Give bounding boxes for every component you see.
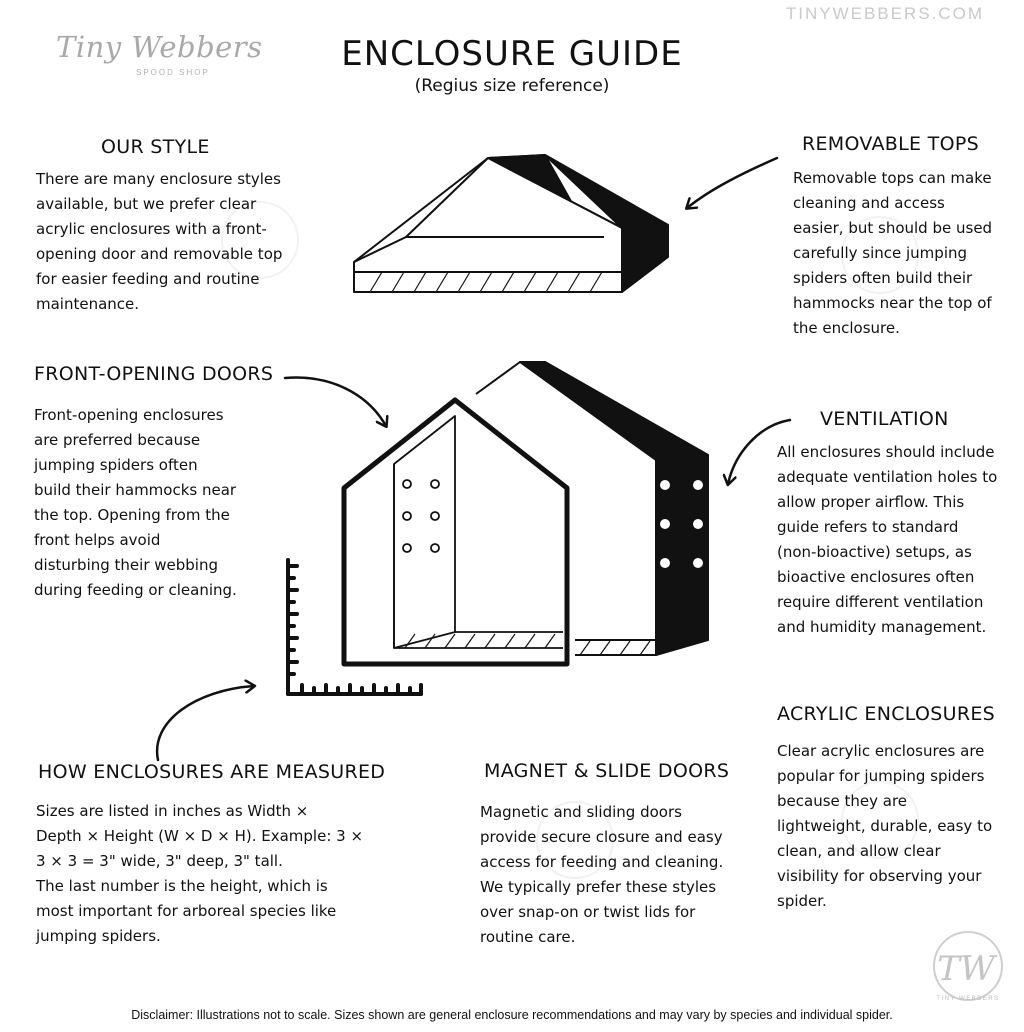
text-line: most important for arboreal species like — [36, 902, 337, 920]
front-opening-heading: FRONT-OPENING DOORS — [34, 363, 274, 385]
text-line: opening door and removable top — [36, 245, 283, 263]
removable-tops-heading: REMOVABLE TOPS — [802, 133, 979, 155]
text-line: guide refers to standard — [777, 518, 959, 536]
magnet-heading: MAGNET & SLIDE DOORS — [484, 760, 730, 782]
our-style-heading: OUR STYLE — [101, 136, 210, 158]
seal-text: TINY WEBBERS — [936, 996, 1000, 1002]
text-line: adequate ventilation holes to — [777, 468, 998, 486]
arrow-removable-tops — [687, 158, 777, 208]
text-line: routine care. — [480, 928, 576, 946]
text-line: front helps avoid — [34, 531, 161, 549]
text-line: Front-opening enclosures — [34, 406, 224, 424]
text-line: the top. Opening from the — [34, 506, 230, 524]
measured-heading: HOW ENCLOSURES ARE MEASURED — [38, 761, 386, 783]
text-line: cleaning and access — [793, 194, 945, 212]
text-line: Magnetic and sliding doors — [480, 803, 682, 821]
acrylic-heading: ACRYLIC ENCLOSURES — [777, 703, 995, 725]
text-line: during feeding or cleaning. — [34, 581, 237, 599]
text-line: are preferred because — [34, 431, 201, 449]
page-title: ENCLOSURE GUIDE — [341, 34, 683, 74]
text-line: access for feeding and cleaning. — [480, 853, 724, 871]
text-line: maintenance. — [36, 295, 140, 313]
text-line: spider. — [777, 892, 827, 910]
text-line: There are many enclosure styles — [36, 170, 281, 188]
removable-tops-text — [793, 166, 1018, 341]
text-line: acrylic enclosures with a front- — [36, 220, 267, 238]
text-line: the enclosure. — [793, 319, 900, 337]
text-line: popular for jumping spiders — [777, 767, 985, 785]
arrow-front-door — [285, 377, 386, 426]
text-line: Sizes are listed in inches as Width × — [36, 802, 309, 820]
text-line: clean, and allow clear — [777, 842, 941, 860]
site-url[interactable]: TINYWEBBERS.COM — [785, 4, 984, 23]
text-line: available, but we prefer clear — [36, 195, 257, 213]
text-line: hammocks near the top of — [793, 294, 992, 312]
text-line: We typically prefer these styles — [480, 878, 717, 896]
ventilation-text — [777, 440, 1021, 640]
text-line: Depth × Height (W × D × H). Example: 3 × — [36, 827, 364, 845]
removable-top-illustration — [354, 155, 668, 292]
magnet-text — [480, 800, 752, 950]
text-line: carefully since jumping — [793, 244, 968, 262]
arrow-measured — [157, 686, 254, 760]
front-opening-text — [34, 403, 284, 603]
measured-text — [36, 799, 376, 949]
text-line: All enclosures should include — [777, 443, 995, 461]
text-line: provide secure closure and easy — [480, 828, 723, 846]
brand-tagline: SPOOD SHOP — [136, 68, 210, 77]
text-line: spiders often build their — [793, 269, 973, 287]
text-line: over snap-on or twist lids for — [480, 903, 696, 921]
seal-letters: TW — [937, 949, 995, 989]
acrylic-text — [777, 739, 1021, 914]
text-line: visibility for observing your — [777, 867, 982, 885]
seal-logo — [934, 932, 1002, 1000]
ventilation-heading: VENTILATION — [820, 408, 949, 430]
text-line: build their hammocks near — [34, 481, 237, 499]
text-line: and humidity management. — [777, 618, 987, 636]
text-line: Removable tops can make — [793, 169, 992, 187]
disclaimer: Disclaimer: Illustrations not to scale. Sizes shown are general enclosure recommendations and may vary by species and individual spider. — [131, 1008, 893, 1022]
text-line: require different ventilation — [777, 593, 984, 611]
page-subtitle: (Regius size reference) — [414, 76, 610, 96]
text-line: jumping spiders often — [34, 456, 198, 474]
brand-name: Tiny Webbers — [56, 30, 263, 64]
text-line: bioactive enclosures often — [777, 568, 975, 586]
text-line: The last number is the height, which is — [36, 877, 328, 895]
text-line: allow proper airflow. This — [777, 493, 965, 511]
text-line: Clear acrylic enclosures are — [777, 742, 985, 760]
our-style-text — [36, 167, 316, 317]
text-line: because they are — [777, 792, 908, 810]
text-line: (non-bioactive) setups, as — [777, 543, 972, 561]
text-line: jumping spiders. — [36, 927, 161, 945]
text-line: for easier feeding and routine — [36, 270, 260, 288]
text-line: disturbing their webbing — [34, 556, 218, 574]
text-line: easier, but should be used — [793, 219, 993, 237]
text-line: lightweight, durable, easy to — [777, 817, 993, 835]
text-line: 3 × 3 = 3" wide, 3" deep, 3" tall. — [36, 852, 283, 870]
